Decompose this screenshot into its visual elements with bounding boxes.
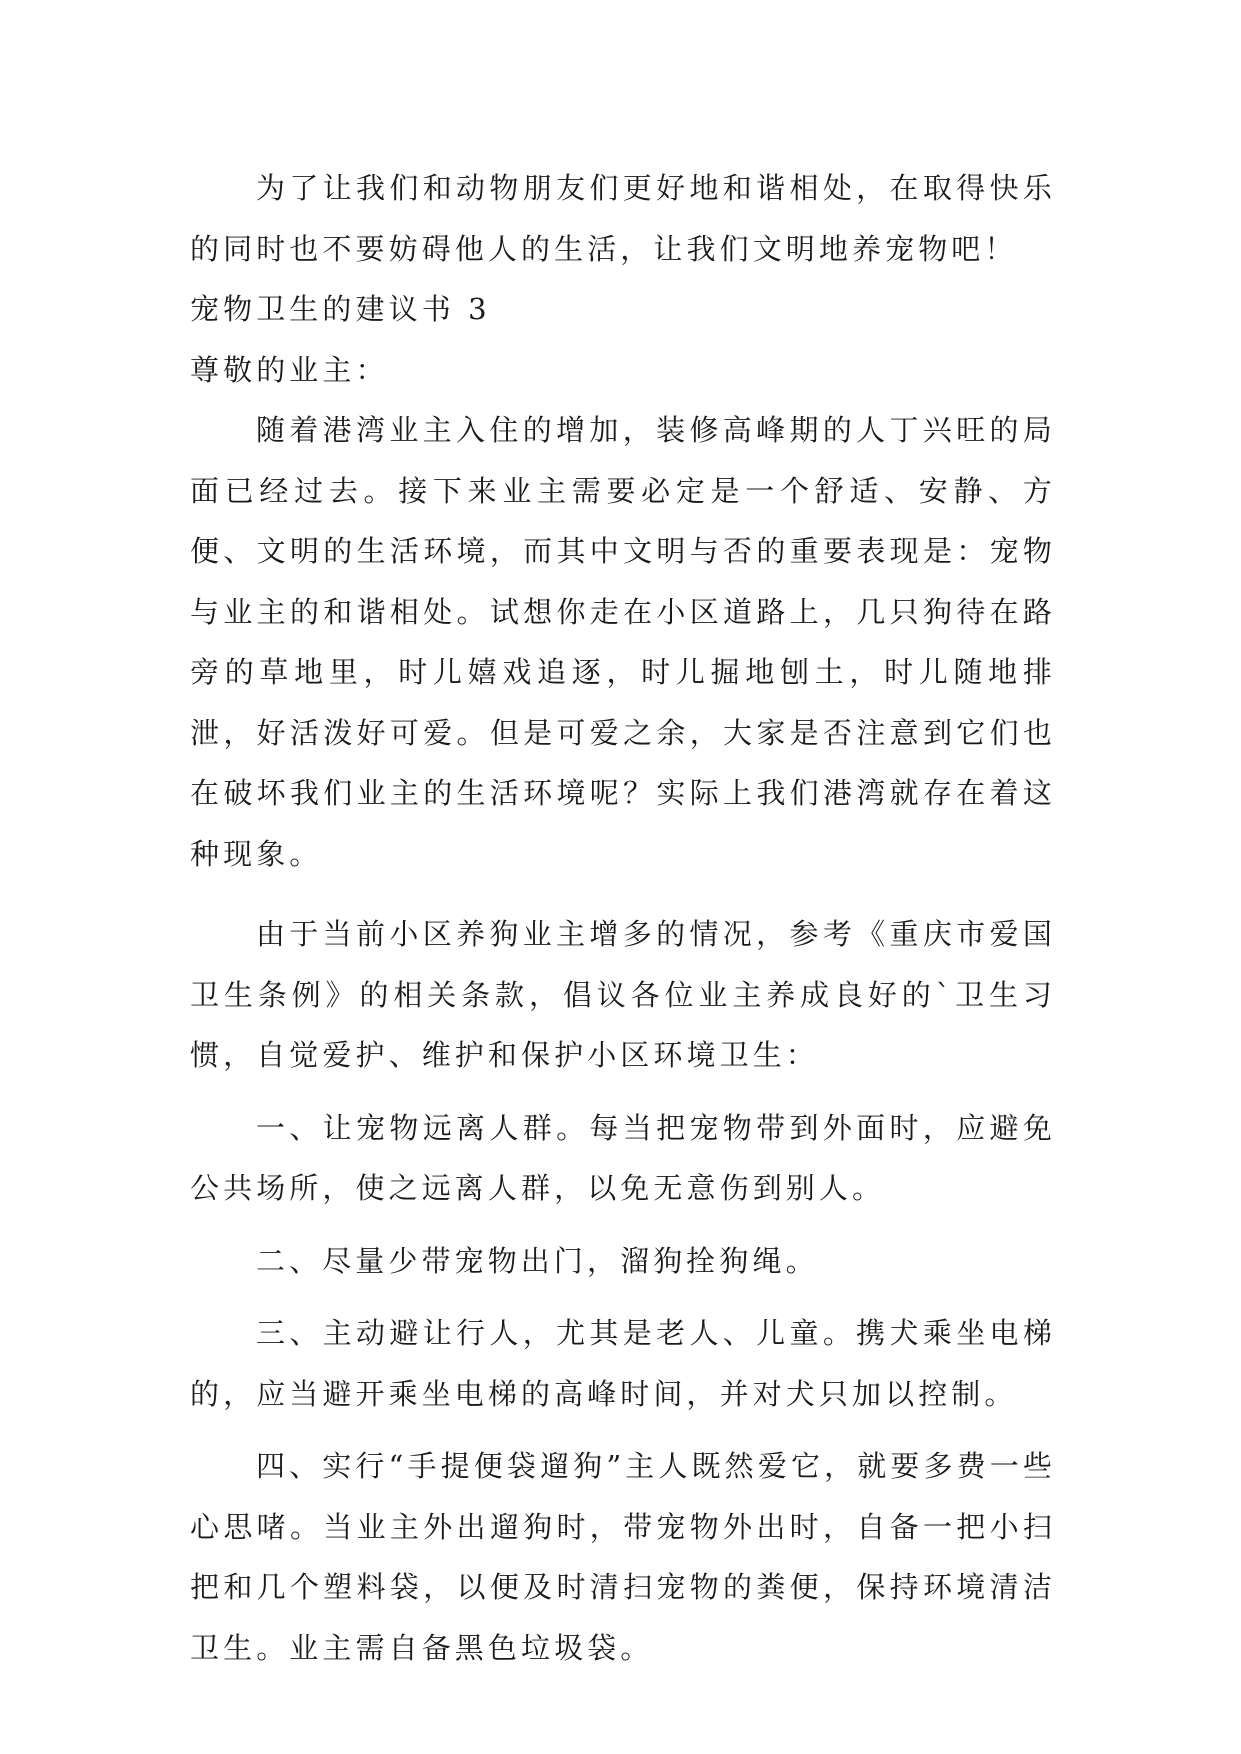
list-item-3: 三、主动避让行人，尤其是老人、儿童。携犬乘坐电梯的，应当避开乘坐电梯的高峰时间，并对犬只加以控制。 — [190, 1316, 1056, 1411]
intro-closing-paragraph: 为了让我们和动物朋友们更好地和谐相处，在取得快乐的同时也不要妨碍他人的生活，让我们文明地养宠物吧！ — [190, 171, 1056, 266]
section-title: 宠物卫生的建议书 3 — [190, 292, 491, 326]
body-paragraph-1: 随着港湾业主入住的增加，装修高峰期的人丁兴旺的局面已经过去。接下来业主需要必定是一个舒适、安静、方便、文明的生活环境，而其中文明与否的重要表现是：宠物与业主的和谐相处。试想你走在小区道路上，几只狗待在路旁的草地里，时儿嬉戏追逐，时儿掘地刨土，时儿随地排泄，好活泼好可爱。但是可爱之余，大家是否注意到它们也在破坏我们业主的生活环境呢？实际上我们港湾就存在着这种现象。 — [190, 413, 1056, 871]
list-item-1: 一、让宠物远离人群。每当把宠物带到外面时，应避免公共场所，使之远离人群，以免无意伤到别人。 — [190, 1110, 1056, 1205]
body-paragraph-2: 由于当前小区养狗业主增多的情况，参考《重庆市爱国卫生条例》的相关条款，倡议各位业主养成良好的`卫生习惯，自觉爱护、维护和保护小区环境卫生： — [190, 917, 1056, 1072]
salutation: 尊敬的业主： — [190, 352, 389, 387]
list-item-2: 二、尽量少带宠物出门，溜狗拴狗绳。 — [256, 1243, 819, 1278]
document-page — [190, 158, 1056, 1678]
list-item-4: 四、实行“手提便袋遛狗”主人既然爱它，就要多费一些心思啫。当业主外出遛狗时，带宠物外出时，自备一把小扫把和几个塑料袋，以便及时清扫宠物的粪便，保持环境清洁卫生。业主需自备黑色垃圾袋。 — [190, 1449, 1056, 1665]
